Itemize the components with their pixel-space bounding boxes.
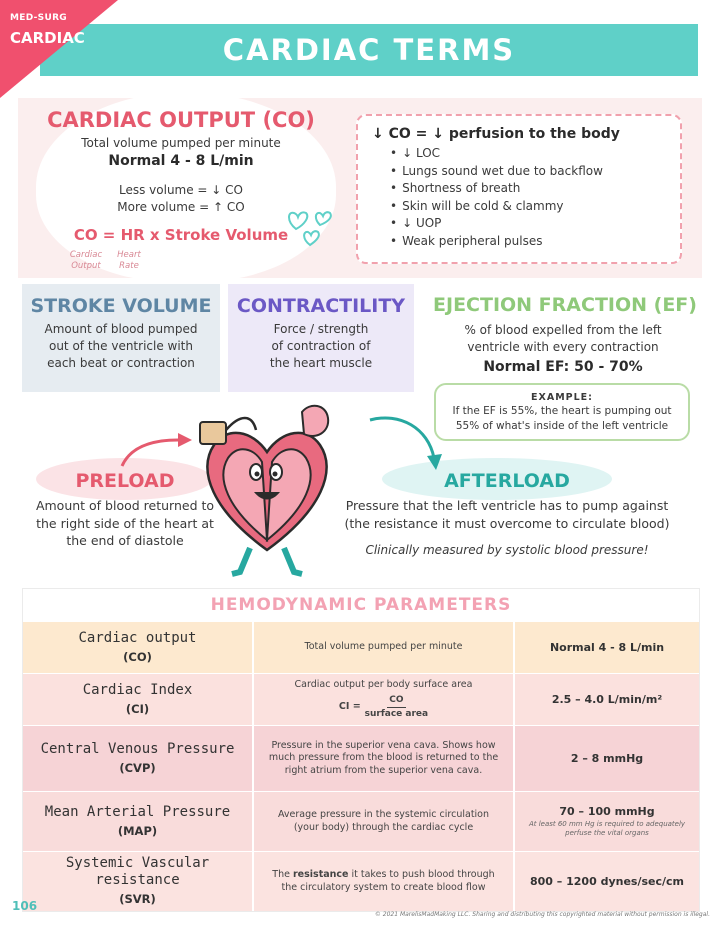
- text-line: 55% of what's inside of the left ventricle: [455, 420, 669, 432]
- param-desc: Total volume pumped per minute: [254, 622, 515, 673]
- param-name: Cardiac output: [78, 629, 197, 646]
- copyright-notice: © 2021 MarelisMadMaking LLC. Sharing and distributing this copyrighted material without permission is illegal.: [374, 911, 710, 918]
- param-value: 800 – 1200 dynes/sec/cm: [530, 875, 684, 888]
- afterload-title: AFTERLOAD: [444, 470, 570, 492]
- param-abbr: (MAP): [117, 823, 158, 838]
- param-desc-cell: [254, 674, 515, 725]
- table-row: [23, 851, 699, 911]
- contractility-card: [228, 284, 414, 392]
- example-box: [434, 383, 690, 441]
- text-line: Pressure that the left ventricle has to pump against: [345, 498, 669, 513]
- param-desc: Pressure in the superior vena cava. Shows how much pressure from the blood is returned to the right atrium from the superior vena cava.: [254, 726, 515, 791]
- category-ribbon: [0, 0, 140, 100]
- formula-caption-heart-rate: Heart Rate: [117, 250, 141, 271]
- perfusion-heading: ↓ CO = ↓ perfusion to the body: [372, 126, 620, 142]
- param-name-cell: [23, 792, 254, 851]
- text-line: Amount of blood returned to: [35, 498, 215, 513]
- hearts-icon: [282, 205, 338, 249]
- ejection-fraction-title: EJECTION FRACTION (EF): [433, 294, 697, 316]
- desc-pre: The: [272, 869, 293, 880]
- preload-text: [16, 497, 234, 550]
- param-value-cell: [515, 792, 699, 851]
- ci-fraction: [365, 694, 428, 720]
- contractility-text: [228, 317, 414, 372]
- param-abbr: (CO): [123, 649, 152, 664]
- perfusion-list: [372, 145, 666, 250]
- table-row: [23, 621, 699, 673]
- desc-bold: resistance: [293, 869, 349, 880]
- param-value: 2.5 – 4.0 L/min/m²: [551, 693, 663, 706]
- param-name: Central Venous Pressure: [40, 740, 235, 757]
- param-desc: [264, 869, 503, 894]
- text-line: the heart muscle: [269, 356, 373, 370]
- example-heading: EXAMPLE:: [531, 392, 593, 403]
- param-value-cell: [515, 852, 699, 911]
- hemodynamic-table: [22, 588, 700, 912]
- param-name-cell: [23, 622, 254, 673]
- cardiac-output-more: More volume = ↑ CO: [117, 200, 245, 214]
- text-line: each beat or contraction: [47, 356, 195, 370]
- stroke-volume-text: [22, 317, 220, 372]
- param-note: At least 60 mm Hg is required to adequately perfuse the vital organs: [528, 820, 686, 837]
- ci-formula: [339, 694, 428, 720]
- desc-post: it takes to push blood through the circulatory system to create blood flow: [281, 869, 495, 893]
- text-line: of contraction of: [271, 339, 371, 353]
- list-item: • Lungs sound wet due to backflow: [390, 163, 666, 181]
- afterload-note: Clinically measured by systolic blood pressure!: [365, 543, 649, 557]
- text-line: out of the ventricle with: [48, 339, 193, 353]
- afterload-text: [332, 497, 682, 532]
- param-value: 2 – 8 mmHg: [570, 752, 644, 765]
- list-item: • Weak peripheral pulses: [390, 233, 666, 251]
- ci-denominator: surface area: [364, 708, 429, 719]
- cardiac-output-normal: Normal 4 - 8 L/min: [108, 153, 254, 169]
- list-item: • Shortness of breath: [390, 180, 666, 198]
- formula-caption-cardiac-output: Cardiac Output: [69, 250, 103, 271]
- param-desc: Average pressure in the systemic circulation (your body) through the cardiac cycle: [254, 792, 515, 851]
- table-row: [23, 791, 699, 851]
- param-name-cell: [23, 852, 254, 911]
- ci-numerator: CO: [387, 694, 405, 708]
- ribbon-label-medsurg: MED-SURG: [10, 13, 67, 23]
- cardiac-output-formula: CO = HR x Stroke Volume: [73, 226, 289, 244]
- text-line: If the EF is 55%, the heart is pumping out: [452, 405, 672, 417]
- param-value: Normal 4 - 8 L/min: [549, 641, 665, 654]
- param-name: Mean Arterial Pressure: [44, 803, 231, 820]
- list-item: • Skin will be cold & clammy: [390, 198, 666, 216]
- preload-title: PRELOAD: [75, 470, 175, 492]
- param-value-cell: [515, 726, 699, 791]
- param-desc-cell: [254, 852, 515, 911]
- page-number: 106: [12, 899, 38, 913]
- text-line: Force / strength: [273, 322, 369, 336]
- param-name-cell: [23, 674, 254, 725]
- list-item: • ↓ LOC: [390, 145, 666, 163]
- text-line: % of blood expelled from the left: [464, 323, 662, 337]
- param-abbr: (CVP): [119, 760, 156, 775]
- param-name: Cardiac Index: [82, 681, 193, 698]
- table-row: [23, 673, 699, 725]
- ejection-fraction-normal: Normal EF: 50 - 70%: [483, 359, 643, 375]
- text-line: Amount of blood pumped: [44, 322, 198, 336]
- hemodynamic-title: HEMODYNAMIC PARAMETERS: [210, 595, 512, 615]
- param-abbr: (SVR): [119, 892, 156, 906]
- cardiac-output-less: Less volume = ↓ CO: [118, 183, 243, 197]
- param-value-cell: [515, 674, 699, 725]
- text-line: ventricle with every contraction: [467, 340, 659, 354]
- ejection-fraction-text: [428, 322, 698, 356]
- contractility-title: CONTRACTILITY: [236, 295, 406, 317]
- cardiac-output-subtitle: Total volume pumped per minute: [81, 136, 281, 150]
- stroke-volume-card: [22, 284, 220, 392]
- ribbon-label-cardiac: CARDIAC: [10, 29, 85, 47]
- list-item: • ↓ UOP: [390, 215, 666, 233]
- text-line: the end of diastole: [66, 533, 184, 548]
- param-desc: Cardiac output per body surface area: [294, 678, 473, 690]
- example-text: [436, 403, 688, 434]
- param-abbr: (CI): [125, 701, 150, 716]
- text-line: (the resistance it must overcome to circulate blood): [344, 515, 670, 531]
- text-line: the right side of the heart at: [36, 515, 214, 531]
- page-title: CARDIAC TERMS: [222, 33, 516, 67]
- stroke-volume-title: STROKE VOLUME: [30, 295, 212, 317]
- ci-lhs: CI =: [338, 701, 361, 712]
- param-value-cell: [515, 622, 699, 673]
- perfusion-box: [356, 114, 682, 264]
- cardiac-output-title: CARDIAC OUTPUT (CO): [47, 108, 315, 132]
- param-name: Systemic Vascular resistance: [65, 855, 210, 888]
- param-value: 70 – 100 mmHg: [559, 805, 655, 818]
- table-row: [23, 725, 699, 791]
- param-name-cell: [23, 726, 254, 791]
